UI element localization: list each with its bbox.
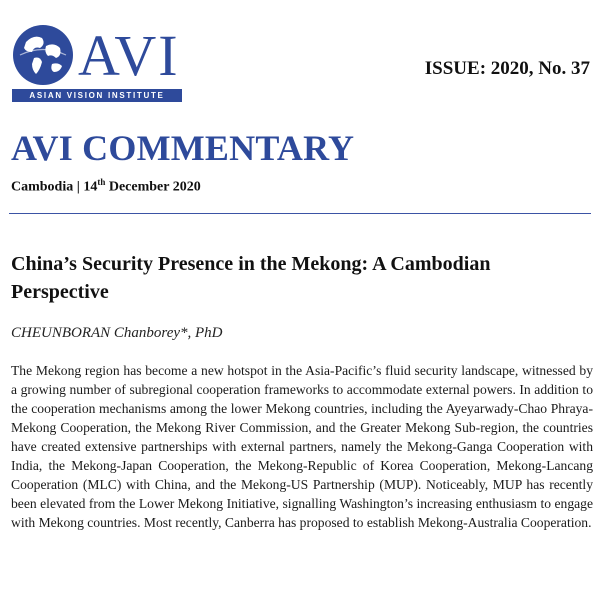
- issue-number: ISSUE: 2020, No. 37: [424, 58, 590, 79]
- dateline-separator: |: [73, 179, 84, 195]
- article-title: China’s Security Presence in the Mekong: A Cambodian Perspective: [11, 253, 491, 303]
- dateline-day: 14: [83, 179, 98, 195]
- logo-wordmark: AVI: [78, 23, 180, 88]
- dateline-month-year: December 2020: [105, 179, 201, 195]
- dateline: [11, 177, 201, 196]
- logo-subtitle: ASIAN VISION INSTITUTE: [12, 89, 182, 102]
- header-divider: [9, 213, 591, 214]
- dateline-place: Cambodia: [11, 179, 74, 195]
- avi-logo: [12, 24, 204, 102]
- series-title: AVI COMMENTARY: [11, 128, 355, 168]
- article-paragraph: The Mekong region has become a new hotspot in the Asia-Pacific’s fluid security landscape, witnessed by a growing number of subregional cooperation frameworks to accommodate external powers. In addition to the cooperation mechanisms among the lower Mekong countries, including the Ayeyarwady-Chao Phraya-Mekong Cooperation, the Mekong River Commission, and the Greater Mekong Sub-region, the countries have created extensive partnerships with external partners, namely the Mekong-Ganga Cooperation with India, the Mekong-Japan Cooperation, the Mekong-Republic of Korea Cooperation, Mekong-Lancang Cooperation (MLC) with China, and the Mekong-US Partnership (MUP). Noticeably, MUP has recently been elevated from the Lower Mekong Initiative, signalling Washington’s increasing enthusiasm to engage with Mekong countries. Most recently, Canberra has proposed to establish Mekong-Australia Cooperation.: [11, 363, 593, 530]
- dateline-day-suffix: th: [97, 177, 106, 187]
- globe-icon: [12, 24, 74, 86]
- article-author: CHEUNBORAN Chanborey*, PhD: [11, 325, 223, 341]
